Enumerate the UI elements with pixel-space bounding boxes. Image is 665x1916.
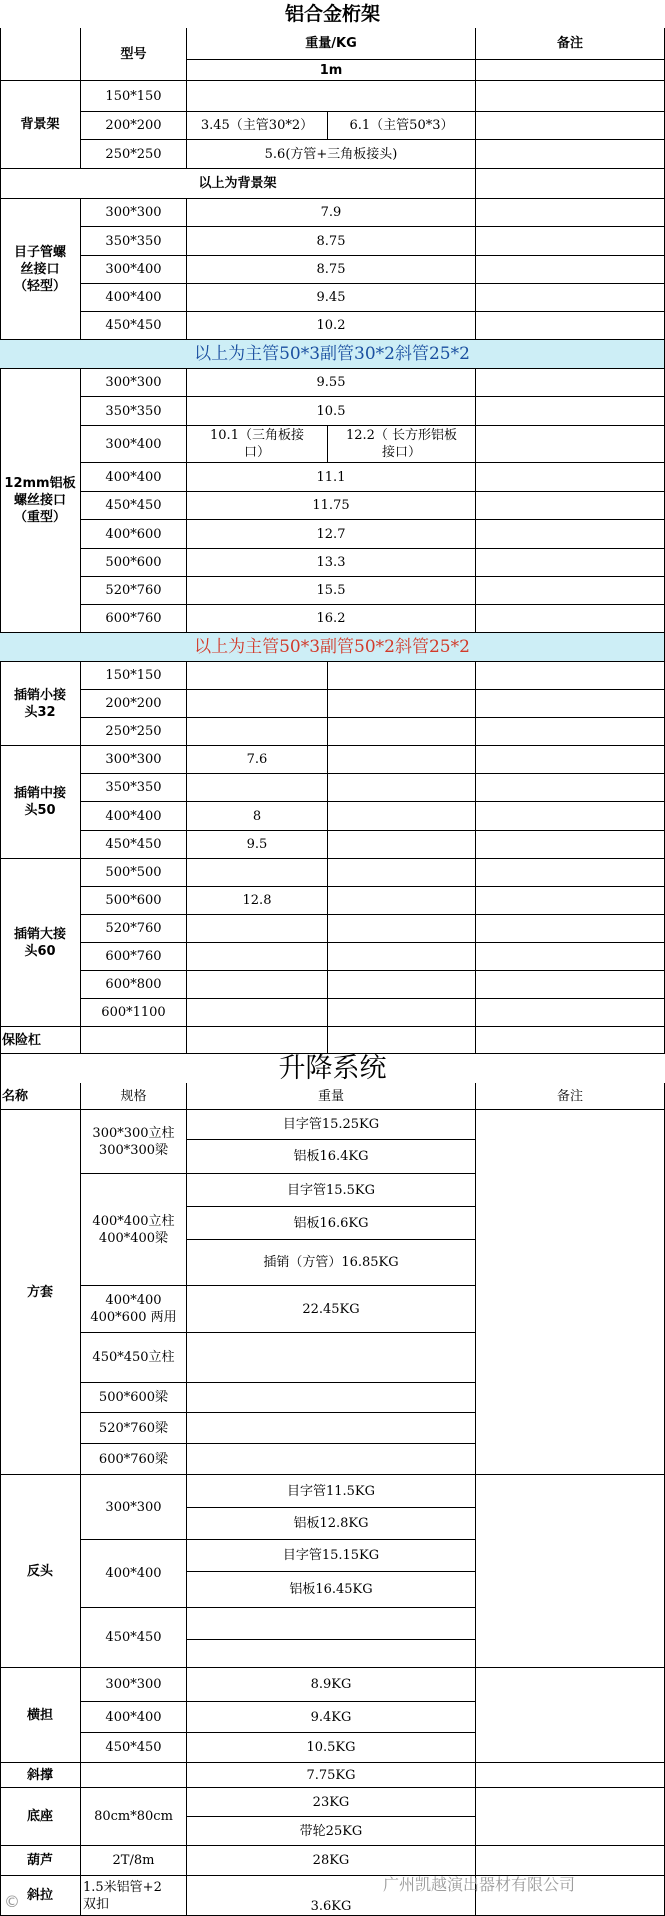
- weight-cell: [187, 718, 328, 746]
- spec-cell: 2T/8m: [81, 1846, 187, 1876]
- note-cell: [476, 1475, 665, 1668]
- model-cell: 500*500: [81, 859, 187, 887]
- weight-cell: 铝板16.4KG: [187, 1140, 476, 1174]
- note-cell: [476, 802, 665, 831]
- note-cell: [476, 831, 665, 859]
- table-title: 铝合金桁架: [284, 2, 380, 25]
- note-cell: [476, 284, 665, 312]
- model-cell: 600*760: [81, 943, 187, 971]
- model-cell: 350*350: [81, 227, 187, 256]
- weight-cell: [187, 81, 476, 112]
- header-name: 名称: [0, 1083, 81, 1110]
- weight-cell: 11.75: [187, 492, 476, 520]
- note-cell: [476, 256, 665, 284]
- weight-cell: 5.6(方管+三角板接头): [187, 140, 476, 169]
- note-cell: [476, 859, 665, 887]
- weight-cell: [328, 943, 476, 971]
- weight-cell: 目字管15.25KG: [187, 1110, 476, 1140]
- model-cell: 300*300: [81, 746, 187, 774]
- spec-cell: 80cm*80cm: [81, 1788, 187, 1846]
- group-label-brace: 斜撑: [0, 1763, 81, 1788]
- weight-cell: [187, 774, 328, 802]
- weight-cell: [328, 915, 476, 943]
- note-cell: [476, 60, 665, 81]
- group-label-backdrop: 背景架: [0, 81, 81, 169]
- model-cell: 200*200: [81, 112, 187, 140]
- model-cell: 520*760: [81, 577, 187, 605]
- group-label-bumper: 保险杠: [0, 1027, 81, 1054]
- model-cell: 300*300: [81, 369, 187, 397]
- weight-cell: 22.45KG: [187, 1286, 476, 1333]
- model-cell: 400*400: [81, 463, 187, 492]
- note-cell: [476, 1763, 665, 1788]
- note-cell: [476, 312, 665, 340]
- header-model: 型号: [81, 28, 187, 81]
- weight-cell: [328, 859, 476, 887]
- group-label-pin-mid: 插销中接 头50: [0, 746, 81, 859]
- header-weight: 重量/KG: [187, 28, 476, 60]
- weight-cell: 7.6: [187, 746, 328, 774]
- weight-cell: [187, 859, 328, 887]
- note-cell: [476, 1788, 665, 1846]
- note-cell: [476, 426, 665, 463]
- weight-cell: 10.2: [187, 312, 476, 340]
- weight-cell: 插销（方管）16.85KG: [187, 1240, 476, 1286]
- note-cell: [476, 140, 665, 169]
- note-cell: [476, 549, 665, 577]
- weight-cell: 9.45: [187, 284, 476, 312]
- model-cell: 450*450: [81, 312, 187, 340]
- weight-cell: 9.4KG: [187, 1702, 476, 1733]
- weight-cell: 8: [187, 802, 328, 831]
- note-cell: [476, 887, 665, 915]
- group-label-reverse: 反头: [0, 1475, 81, 1668]
- weight-cell: 10.1（三角板接 口）: [187, 426, 328, 463]
- weight-cell: 11.1: [187, 463, 476, 492]
- weight-cell: 23KG: [187, 1788, 476, 1817]
- model-cell: 250*250: [81, 718, 187, 746]
- weight-cell: [187, 1413, 476, 1444]
- weight-cell: 6.1（主管50*3）: [328, 112, 476, 140]
- weight-cell: [328, 690, 476, 718]
- weight-cell: [328, 718, 476, 746]
- model-cell: 450*450: [81, 492, 187, 520]
- weight-cell: 10.5KG: [187, 1733, 476, 1763]
- weight-cell: [328, 971, 476, 999]
- weight-cell: 28KG: [187, 1846, 476, 1876]
- spec-cell: [81, 1763, 187, 1788]
- weight-cell: 目字管15.15KG: [187, 1540, 476, 1572]
- spec-cell: 400*400 400*600 两用: [81, 1286, 187, 1333]
- spec-band: 以上为主管50*3副管30*2斜管25*2: [0, 340, 665, 369]
- model-cell: 520*760: [81, 915, 187, 943]
- spec-cell: 300*300: [81, 1475, 187, 1540]
- note-cell: [476, 718, 665, 746]
- model-cell: 300*400: [81, 426, 187, 463]
- watermark-right: 广州凯越演出器材有限公司: [383, 1875, 576, 1894]
- note-cell: [476, 492, 665, 520]
- weight-cell: [187, 1640, 476, 1668]
- spec-cell: 520*760梁: [81, 1413, 187, 1444]
- group-label-heavy: 12mm铝板 螺丝接口 （重型）: [0, 369, 81, 633]
- spec-cell: 450*450: [81, 1733, 187, 1763]
- note-cell: [476, 943, 665, 971]
- section-note: 以上为背景架: [0, 169, 476, 199]
- weight-cell: [187, 690, 328, 718]
- weight-cell: [187, 999, 328, 1027]
- spec-band: 以上为主管50*3副管50*2斜管25*2: [0, 633, 665, 662]
- group-label-pin-small: 插销小接 头32: [0, 662, 81, 746]
- note-cell: [476, 690, 665, 718]
- header-length: 1m: [187, 60, 476, 81]
- lift-title: 升降系统: [278, 1054, 387, 1083]
- note-cell: [476, 605, 665, 633]
- weight-cell: [187, 1444, 476, 1475]
- weight-cell: [187, 1608, 476, 1640]
- model-cell: 400*400: [81, 284, 187, 312]
- note-cell: [476, 1110, 665, 1475]
- note-cell: [476, 169, 665, 199]
- weight-cell: [187, 1383, 476, 1413]
- spec-cell: 500*600梁: [81, 1383, 187, 1413]
- weight-cell: 铝板12.8KG: [187, 1508, 476, 1540]
- group-label-base: 底座: [0, 1788, 81, 1846]
- spec-cell: 450*450立柱: [81, 1333, 187, 1383]
- model-cell: 400*600: [81, 520, 187, 549]
- note-cell: [476, 662, 665, 690]
- group-label-light: 目子管螺 丝接口 （轻型）: [0, 199, 81, 340]
- weight-cell: [187, 915, 328, 943]
- spec-cell: 450*450: [81, 1608, 187, 1668]
- header-weight: 重量: [187, 1083, 476, 1110]
- weight-cell: [328, 746, 476, 774]
- note-cell: [476, 112, 665, 140]
- model-cell: 500*600: [81, 549, 187, 577]
- weight-cell: 铝板16.6KG: [187, 1207, 476, 1240]
- model-cell: 600*800: [81, 971, 187, 999]
- model-cell: 350*350: [81, 397, 187, 426]
- spec-cell: 400*400: [81, 1702, 187, 1733]
- weight-cell: 8.9KG: [187, 1668, 476, 1702]
- watermark-left: ©: [4, 1892, 20, 1911]
- weight-cell: 13.3: [187, 549, 476, 577]
- weight-cell: 15.5: [187, 577, 476, 605]
- header-note: 备注: [476, 28, 665, 60]
- note-cell: [476, 397, 665, 426]
- group-label-square: 方套: [0, 1110, 81, 1475]
- note-cell: [476, 81, 665, 112]
- note-cell: [476, 369, 665, 397]
- weight-cell: [328, 774, 476, 802]
- model-cell: 600*1100: [81, 999, 187, 1027]
- weight-cell: 12.2（ 长方形铝板 接口）: [328, 426, 476, 463]
- spec-cell: 600*760梁: [81, 1444, 187, 1475]
- weight-cell: 目字管15.5KG: [187, 1174, 476, 1207]
- note-cell: [476, 999, 665, 1027]
- weight-cell: [187, 662, 328, 690]
- model-cell: 450*450: [81, 831, 187, 859]
- note-cell: [476, 577, 665, 605]
- model-cell: 400*400: [81, 802, 187, 831]
- weight-cell: 10.5: [187, 397, 476, 426]
- weight-cell: 3.45（主管30*2）: [187, 112, 328, 140]
- weight-cell: [187, 1333, 476, 1383]
- note-cell: [476, 915, 665, 943]
- weight-cell: 12.7: [187, 520, 476, 549]
- model-cell: 200*200: [81, 690, 187, 718]
- weight-cell: 12.8: [187, 887, 328, 915]
- model-cell: 350*350: [81, 774, 187, 802]
- note-cell: [476, 746, 665, 774]
- group-label-hoist: 葫芦: [0, 1846, 81, 1876]
- model-cell: 150*150: [81, 662, 187, 690]
- weight-cell: 目字管11.5KG: [187, 1475, 476, 1508]
- note-cell: [476, 1027, 665, 1054]
- note-cell: [476, 774, 665, 802]
- weight-cell: [187, 943, 328, 971]
- note-cell: [476, 199, 665, 227]
- group-label-crossbeam: 横担: [0, 1668, 81, 1763]
- weight-cell: [328, 999, 476, 1027]
- weight-cell: [328, 1027, 476, 1054]
- note-cell: [476, 1668, 665, 1763]
- weight-cell: [187, 1027, 328, 1054]
- model-cell: 600*760: [81, 605, 187, 633]
- model-cell: 300*400: [81, 256, 187, 284]
- note-cell: [476, 227, 665, 256]
- model-cell: 250*250: [81, 140, 187, 169]
- weight-cell: [328, 802, 476, 831]
- model-cell: [81, 1027, 187, 1054]
- weight-cell: 铝板16.45KG: [187, 1572, 476, 1608]
- header-spec: 规格: [81, 1083, 187, 1110]
- model-cell: 500*600: [81, 887, 187, 915]
- weight-cell: 7.9: [187, 199, 476, 227]
- spec-cell: 1.5米铝管+2 双扣: [81, 1876, 187, 1916]
- weight-cell: [187, 971, 328, 999]
- spec-cell: 300*300立柱 300*300梁: [81, 1110, 187, 1174]
- model-cell: 300*300: [81, 199, 187, 227]
- weight-cell: 3.6KG: [187, 1876, 476, 1916]
- header-blank: [0, 28, 81, 81]
- spec-cell: 400*400立柱 400*400梁: [81, 1174, 187, 1286]
- group-label-pin-large: 插销大接 头60: [0, 859, 81, 1027]
- weight-cell: 16.2: [187, 605, 476, 633]
- weight-cell: 带轮25KG: [187, 1817, 476, 1846]
- note-cell: [476, 520, 665, 549]
- spec-cell: 400*400: [81, 1540, 187, 1608]
- weight-cell: 9.5: [187, 831, 328, 859]
- spec-cell: 300*300: [81, 1668, 187, 1702]
- weight-cell: [328, 831, 476, 859]
- header-note: 备注: [476, 1083, 665, 1110]
- group-label-pull: 斜拉: [0, 1876, 81, 1916]
- weight-cell: 9.55: [187, 369, 476, 397]
- weight-cell: 8.75: [187, 256, 476, 284]
- weight-cell: 8.75: [187, 227, 476, 256]
- weight-cell: 7.75KG: [187, 1763, 476, 1788]
- weight-cell: [328, 887, 476, 915]
- note-cell: [476, 971, 665, 999]
- model-cell: 150*150: [81, 81, 187, 112]
- note-cell: [476, 463, 665, 492]
- weight-cell: [328, 662, 476, 690]
